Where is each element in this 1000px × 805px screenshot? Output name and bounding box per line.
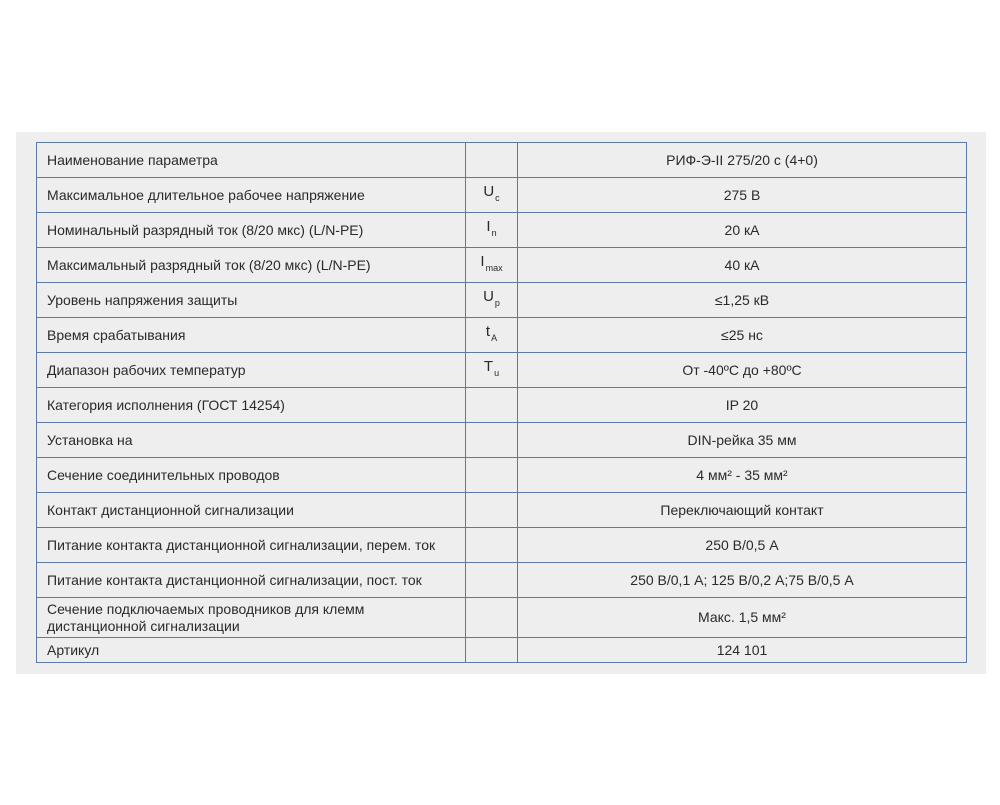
- parameter-symbol: [466, 528, 518, 563]
- parameter-symbol: [466, 458, 518, 493]
- parameter-name: Максимальное длительное рабочее напряжение: [37, 178, 466, 213]
- parameter-value: 250 В/0,5 А: [518, 528, 967, 563]
- table-row: [37, 423, 967, 458]
- header-model-name: РИФ-Э-II 275/20 с (4+0): [518, 143, 967, 178]
- parameter-name: Сечение подключаемых проводников для клемм дистанционной сигнализации: [37, 598, 466, 638]
- parameter-name: Контакт дистанционной сигнализации: [37, 493, 466, 528]
- parameter-value: 4 мм² - 35 мм²: [518, 458, 967, 493]
- parameter-value: Макс. 1,5 мм²: [518, 598, 967, 638]
- header-symbol: [466, 143, 518, 178]
- parameter-value: Переключающий контакт: [518, 493, 967, 528]
- parameter-value: ≤1,25 кВ: [518, 283, 967, 318]
- parameter-symbol: $T_u$: [466, 353, 518, 388]
- table-row: [37, 213, 967, 248]
- parameter-name: Питание контакта дистанционной сигнализации, пост. ток: [37, 563, 466, 598]
- table-row: [37, 178, 967, 213]
- parameter-name: Категория исполнения (ГОСТ 14254): [37, 388, 466, 423]
- parameter-name: Установка на: [37, 423, 466, 458]
- specifications-table: [36, 142, 967, 663]
- table-row: [37, 493, 967, 528]
- parameter-value: ≤25 нс: [518, 318, 967, 353]
- parameter-symbol: [466, 423, 518, 458]
- parameter-symbol: [466, 638, 518, 663]
- table-row: [37, 283, 967, 318]
- table-row: [37, 458, 967, 493]
- parameter-name: Номинальный разрядный ток (8/20 мкс) (L/N-PE): [37, 213, 466, 248]
- parameter-name: Уровень напряжения защиты: [37, 283, 466, 318]
- parameter-name: Максимальный разрядный ток (8/20 мкс) (L/N-PE): [37, 248, 466, 283]
- table-header-row: [37, 143, 967, 178]
- table-row: [37, 248, 967, 283]
- parameter-symbol: [466, 563, 518, 598]
- parameter-name: Диапазон рабочих температур: [37, 353, 466, 388]
- parameter-symbol: $I_{max}$: [466, 248, 518, 283]
- parameter-symbol: [466, 388, 518, 423]
- table-row: [37, 598, 967, 638]
- table-row: [37, 388, 967, 423]
- parameter-value: От -40ºC до +80ºC: [518, 353, 967, 388]
- parameter-value: 20 кА: [518, 213, 967, 248]
- parameter-value: 40 кА: [518, 248, 967, 283]
- parameter-symbol: $U_p$: [466, 283, 518, 318]
- table-row: [37, 638, 967, 663]
- parameter-value: 275 В: [518, 178, 967, 213]
- parameter-name: Питание контакта дистанционной сигнализации, перем. ток: [37, 528, 466, 563]
- parameter-name: Время срабатывания: [37, 318, 466, 353]
- table-row: [37, 318, 967, 353]
- parameter-value: 124 101: [518, 638, 967, 663]
- parameter-symbol: [466, 598, 518, 638]
- header-parameter-name: Наименование параметра: [37, 143, 466, 178]
- parameter-value: IP 20: [518, 388, 967, 423]
- parameter-symbol: $t_A$: [466, 318, 518, 353]
- table-row: [37, 563, 967, 598]
- table-row: [37, 353, 967, 388]
- table-row: [37, 528, 967, 563]
- parameter-value: DIN-рейка 35 мм: [518, 423, 967, 458]
- parameter-name: Сечение соединительных проводов: [37, 458, 466, 493]
- parameter-value: 250 В/0,1 А; 125 В/0,2 А;75 В/0,5 А: [518, 563, 967, 598]
- parameter-symbol: [466, 493, 518, 528]
- parameter-name: Артикул: [37, 638, 466, 663]
- parameter-symbol: $U_c$: [466, 178, 518, 213]
- parameter-symbol: $I_n$: [466, 213, 518, 248]
